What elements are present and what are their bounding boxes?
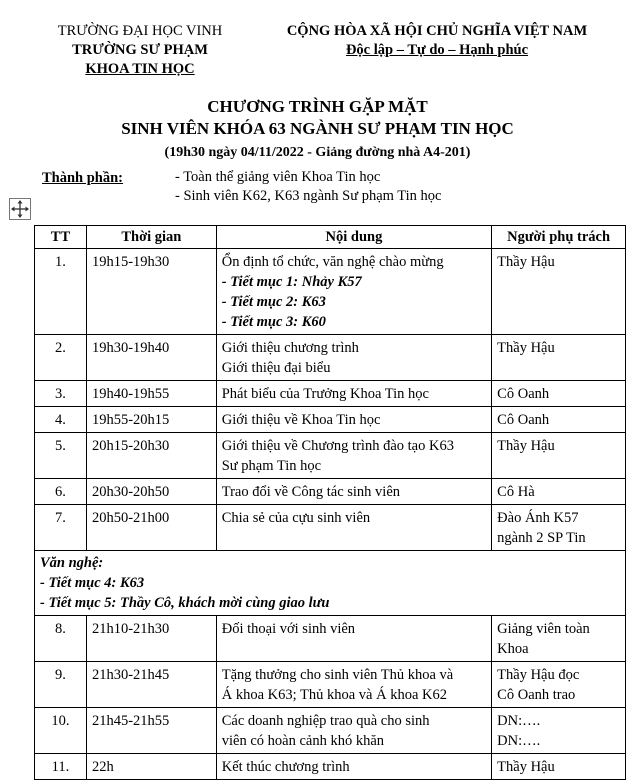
document-title [0, 96, 635, 140]
row-content: Phát biểu của Trưởng Khoa Tin học [216, 381, 491, 407]
row-content: Kết thúc chương trình [216, 754, 491, 780]
interlude-row [35, 551, 626, 616]
row-time: 19h40-19h55 [86, 381, 216, 407]
row-time: 21h45-21h55 [86, 708, 216, 754]
row-owner: Giảng viên toàn Khoa [492, 616, 626, 662]
header-owner: Người phụ trách [492, 226, 626, 249]
table-row [35, 433, 626, 479]
performance-item: - Tiết mục 4: K63 [40, 575, 145, 591]
row-content: Giới thiệu về Khoa Tin học [216, 407, 491, 433]
faculty-name: KHOA TIN HỌC [85, 61, 195, 77]
interlude-cell [35, 551, 626, 616]
row-owner: Thầy Hậu [492, 335, 626, 381]
row-content: Chia sẻ của cựu sinh viên [216, 505, 491, 551]
performance-item: - Tiết mục 5: Thầy Cô, khách mời cùng giao lưu [40, 595, 330, 611]
performance-item: - Tiết mục 3: K60 [221, 314, 326, 330]
row-content: Giới thiệu về Chương trình đào tạo K63 Sư phạm Tin học [216, 433, 491, 479]
row-tt: 4. [35, 407, 87, 433]
schedule-table [34, 225, 626, 780]
header-right [262, 22, 612, 60]
row-time: 20h15-20h30 [86, 433, 216, 479]
row-time: 19h30-19h40 [86, 335, 216, 381]
row-tt: 8. [35, 616, 87, 662]
title-line-1: CHƯƠNG TRÌNH GẶP MẶT [207, 97, 428, 116]
row-tt: 7. [35, 505, 87, 551]
table-row [35, 505, 626, 551]
row-owner: Cô Oanh [492, 381, 626, 407]
school-name: TRƯỜNG SƯ PHẠM [72, 42, 208, 58]
table-row [35, 381, 626, 407]
composition-item: - Sinh viên K62, K63 ngành Sư phạm Tin học [175, 188, 442, 204]
row-content: Tặng thưởng cho sinh viên Thủ khoa và Á khoa K63; Thủ khoa và Á khoa K62 [216, 662, 491, 708]
table-row [35, 249, 626, 335]
table-move-handle-icon[interactable] [9, 198, 31, 220]
row-time: 22h [86, 754, 216, 780]
row-time: 19h55-20h15 [86, 407, 216, 433]
row-time: 21h10-21h30 [86, 616, 216, 662]
table-row [35, 616, 626, 662]
row-tt: 3. [35, 381, 87, 407]
row-content: Trao đổi về Công tác sinh viên [216, 479, 491, 505]
row-owner: Thầy Hậu đọc Cô Oanh trao [492, 662, 626, 708]
row-tt: 6. [35, 479, 87, 505]
row-content: Ổn định tổ chức, văn nghệ chào mừng - Tiết mục 1: Nhảy K57 - Tiết mục 2: K63 - Tiết mục 3: K60 [216, 249, 491, 335]
table-row [35, 335, 626, 381]
national-slogan: Độc lập – Tự do – Hạnh phúc [345, 42, 529, 58]
row-tt: 10. [35, 708, 87, 754]
row-owner: Đào Ánh K57 ngành 2 SP Tin [492, 505, 626, 551]
row-owner: Thầy Hậu [492, 754, 626, 780]
row-tt: 9. [35, 662, 87, 708]
row-time: 19h15-19h30 [86, 249, 216, 335]
table-row [35, 479, 626, 505]
row-tt: 5. [35, 433, 87, 479]
row-owner: Thầy Hậu [492, 433, 626, 479]
table-row [35, 754, 626, 780]
document-subtitle: (19h30 ngày 04/11/2022 - Giảng đường nhà A4-201) [164, 145, 471, 160]
header-left [30, 22, 250, 79]
row-content: Các doanh nghiệp trao quà cho sinh viên có hoàn cảnh khó khăn [216, 708, 491, 754]
row-time: 21h30-21h45 [86, 662, 216, 708]
row-tt: 11. [35, 754, 87, 780]
row-owner: Cô Hà [492, 479, 626, 505]
row-tt: 1. [35, 249, 87, 335]
row-content: Giới thiệu chương trình Giới thiệu đại biểu [216, 335, 491, 381]
performance-item: - Tiết mục 1: Nhảy K57 [221, 274, 362, 290]
row-content: Đối thoại với sinh viên [216, 616, 491, 662]
composition-label: Thành phần: [42, 170, 124, 186]
table-row [35, 708, 626, 754]
interlude-heading: Văn nghệ: [40, 555, 104, 571]
university-name: TRƯỜNG ĐẠI HỌC VINH [57, 23, 223, 39]
row-owner: Thầy Hậu [492, 249, 626, 335]
national-motto: CỘNG HÒA XÃ HỘI CHỦ NGHĨA VIỆT NAM [286, 23, 588, 39]
header-time: Thời gian [86, 226, 216, 249]
composition-list [175, 168, 441, 206]
row-owner: DN:…. DN:…. [492, 708, 626, 754]
row-tt: 2. [35, 335, 87, 381]
title-line-2: SINH VIÊN KHÓA 63 NGÀNH SƯ PHẠM TIN HỌC [121, 119, 514, 138]
header-tt: TT [35, 226, 87, 249]
table-row [35, 407, 626, 433]
composition-item: - Toàn thể giảng viên Khoa Tin học [175, 169, 381, 185]
row-time: 20h30-20h50 [86, 479, 216, 505]
row-time: 20h50-21h00 [86, 505, 216, 551]
performance-item: - Tiết mục 2: K63 [221, 294, 326, 310]
row-owner: Cô Oanh [492, 407, 626, 433]
table-header-row [35, 226, 626, 249]
table-row [35, 662, 626, 708]
header-content: Nội dung [216, 226, 491, 249]
